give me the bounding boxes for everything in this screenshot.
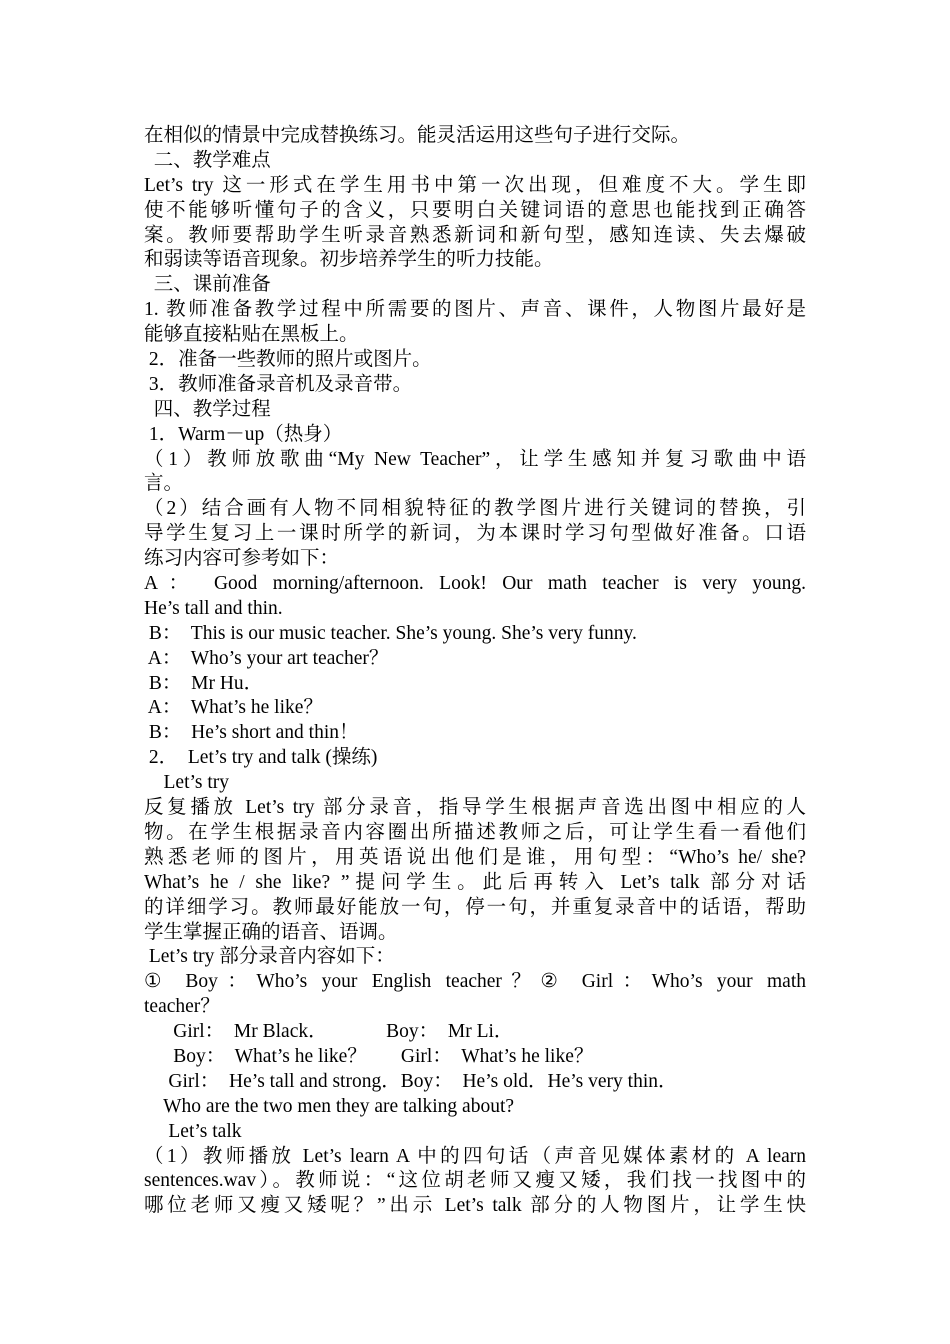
text-line: （1）教师放歌曲“My New Teacher”，让学生感知并复习歌曲中语 xyxy=(144,448,806,470)
text-line: 能够直接粘贴在黑板上。 xyxy=(144,324,359,346)
text-line: 熟悉老师的图片，用英语说出他们是谁，用句型：“Who’s he/ she? xyxy=(144,846,806,868)
text-line: （1）教师播放 Let’s learn A 中的四句话（声音见媒体素材的 A learn xyxy=(144,1145,806,1167)
text-line: Let’s try 部分录音内容如下： xyxy=(144,946,395,968)
text-line: Let’s try xyxy=(144,772,230,794)
text-line: 哪位老师又瘦又矮呢？”出示 Let’s talk 部分的人物图片，让学生快 xyxy=(144,1195,806,1217)
document-body xyxy=(144,124,806,1219)
text-line: A： What’s he like？ xyxy=(144,697,323,719)
text-line: 3．教师准备录音机及录音带。 xyxy=(144,373,413,395)
text-line: 三、课前准备 xyxy=(144,274,271,296)
text-line: Let’s talk xyxy=(144,1120,242,1142)
text-line: 反复播放 Let’s try 部分录音，指导学生根据声音选出图中相应的人 xyxy=(144,797,806,819)
text-line: Let’s try 这一形式在学生用书中第一次出现，但难度不大。学生即 xyxy=(144,174,806,196)
text-line: 物。在学生根据录音内容圈出所描述教师之后，可让学生看一看他们 xyxy=(144,821,806,843)
text-line: 和弱读等语音现象。初步培养学生的听力技能。 xyxy=(144,249,554,271)
text-line: What’s he / she like? ”提问学生。此后再转入 Let’s talk 部分对话 xyxy=(144,871,806,893)
text-line: 的详细学习。教师最好能放一句，停一句，并重复录音中的话语，帮助 xyxy=(144,896,806,918)
text-line: Who are the two men they are talking about? xyxy=(144,1095,515,1117)
text-line: 二、教学难点 xyxy=(144,149,271,171)
text-line: teacher？ xyxy=(144,996,220,1018)
text-line: 四、教学过程 xyxy=(144,398,271,420)
text-line: 1．Warm－up（热身） xyxy=(144,423,343,445)
text-line: ① Boy：Who’s your English teacher？② Girl：Who’s your math xyxy=(144,971,806,993)
text-line: 学生掌握正确的语音、语调。 xyxy=(144,921,398,943)
text-line: （2）结合画有人物不同相貌特征的教学图片进行关键词的替换，引 xyxy=(144,498,806,520)
text-line: A： Who’s your art teacher？ xyxy=(144,647,389,669)
text-line: He’s tall and thin. xyxy=(144,597,283,619)
text-line: 案。教师要帮助学生听录音熟悉新词和新句型，感知连读、失去爆破 xyxy=(144,224,806,246)
text-line: Girl： He’s tall and strong．Boy： He’s old．He’s very thin． xyxy=(144,1070,678,1092)
text-line: A： Good morning/afternoon. Look! Our math teacher is very young. xyxy=(144,573,806,595)
text-line: B： Mr Hu． xyxy=(144,672,264,694)
text-line: 在相似的情景中完成替换练习。能灵活运用这些句子进行交际。 xyxy=(144,125,691,146)
text-line: 1. 教师准备教学过程中所需要的图片、声音、课件，人物图片最好是 xyxy=(144,299,806,321)
text-line: Girl： Mr Black． Boy： Mr Li． xyxy=(144,1021,514,1043)
text-line: 2．准备一些教师的照片或图片。 xyxy=(144,349,432,371)
text-line: 2． Let’s try and talk (操练) xyxy=(144,747,378,769)
text-line: B： He’s short and thin！ xyxy=(144,722,359,744)
text-line: 导学生复习上一课时所学的新词，为本课时学习句型做好准备。口语 xyxy=(144,523,806,545)
text-line: B： This is our music teacher. She’s young. She’s very funny. xyxy=(144,622,637,644)
text-line: 使不能够听懂句子的含义，只要明白关键词语的意思也能找到正确答 xyxy=(144,199,806,221)
text-line: 练习内容可参考如下： xyxy=(144,548,340,570)
text-line: sentences.wav）。教师说：“这位胡老师又瘦又矮，我们找一找图中的 xyxy=(144,1170,806,1192)
text-line: Boy： What’s he like？ Girl： What’s he like？ xyxy=(144,1045,594,1067)
text-line: 言。 xyxy=(144,473,184,495)
